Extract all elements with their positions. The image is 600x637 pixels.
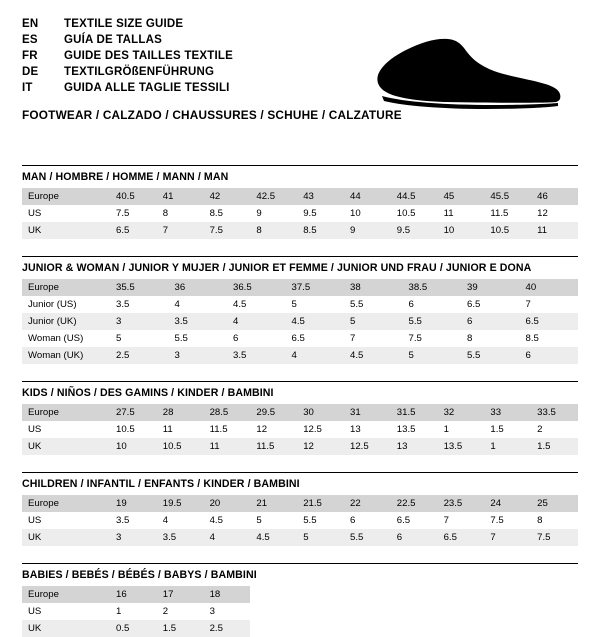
cell: 5 — [256, 515, 262, 526]
cell: 31.5 — [391, 404, 438, 421]
cell: 9 — [256, 208, 262, 219]
cell: 11.5 — [490, 208, 509, 219]
cell: 8.5 — [525, 333, 539, 344]
footwear-subtitle: FOOTWEAR / CALZADO / CHAUSSURES / SCHUHE / CALZATURE — [22, 108, 402, 122]
language-code-en: EN — [22, 18, 39, 30]
cell: 4 — [227, 313, 286, 330]
section-kids — [22, 381, 578, 455]
cell: 7 — [484, 529, 531, 546]
cell: 23.5 — [438, 495, 485, 512]
document-header — [22, 18, 578, 123]
size-table-kids-body — [22, 404, 578, 455]
cell: 43 — [297, 188, 344, 205]
row-label: UK — [22, 222, 110, 239]
cell: 3.5 — [116, 515, 130, 526]
cell: 44 — [344, 188, 391, 205]
table-row — [22, 495, 578, 512]
cell: 31 — [344, 404, 391, 421]
size-table-babies — [22, 586, 578, 637]
language-row — [22, 34, 233, 50]
cell-empty — [484, 586, 531, 603]
cell: 1 — [484, 438, 531, 455]
cell: 3 — [209, 606, 215, 617]
language-code-fr: FR — [22, 50, 38, 62]
cell-empty — [344, 586, 391, 603]
cell: 1.5 — [531, 438, 578, 455]
cell: 4.5 — [209, 515, 223, 526]
table-row — [22, 586, 578, 603]
cell: 6 — [461, 313, 520, 330]
row-label: US — [28, 515, 42, 526]
cell: 13 — [391, 438, 438, 455]
cell-empty — [484, 603, 531, 620]
table-row — [22, 205, 578, 222]
cell: 9.5 — [303, 208, 317, 219]
cell: 10.5 — [157, 438, 204, 455]
cell: 5 — [297, 529, 344, 546]
cell: 12.5 — [303, 424, 322, 435]
cell: 9.5 — [391, 222, 438, 239]
cell: 13.5 — [438, 438, 485, 455]
cell: 2 — [537, 424, 543, 435]
cell: 4 — [162, 515, 169, 526]
cell: 3 — [169, 347, 228, 364]
cell: 8 — [467, 333, 473, 344]
cell-empty — [344, 603, 391, 620]
cell: 11 — [443, 208, 454, 219]
size-table-babies-body — [22, 586, 578, 637]
row-label: Woman (UK) — [22, 347, 110, 364]
language-row — [22, 50, 233, 66]
table-row — [22, 404, 578, 421]
language-row — [22, 66, 233, 82]
table-row — [22, 438, 578, 455]
table-row — [22, 620, 578, 637]
cell: 6.5 — [291, 333, 305, 344]
cell: 4 — [204, 529, 251, 546]
cell-empty — [250, 603, 297, 620]
size-table-children — [22, 495, 578, 546]
cell-empty — [297, 586, 344, 603]
cell: 29.5 — [250, 404, 297, 421]
cell: 24 — [484, 495, 531, 512]
cell-empty — [391, 620, 438, 637]
cell: 17 — [157, 586, 204, 603]
cell: 36 — [169, 279, 228, 296]
row-label: Europe — [22, 586, 110, 603]
row-label: Europe — [22, 279, 110, 296]
cell: 5 — [403, 347, 462, 364]
cell-empty — [344, 620, 391, 637]
cell-empty — [531, 586, 578, 603]
cell: 38.5 — [403, 279, 462, 296]
cell: 7 — [157, 222, 204, 239]
cell-empty — [297, 620, 344, 637]
cell: 6 — [349, 515, 356, 526]
cell: 16 — [110, 586, 157, 603]
cell: 28.5 — [204, 404, 251, 421]
table-row — [22, 512, 578, 529]
language-title-list-body — [22, 18, 233, 98]
cell: 28 — [157, 404, 204, 421]
cell: 11.5 — [250, 438, 297, 455]
section-junior-woman — [22, 256, 578, 364]
cell: 5.5 — [461, 347, 520, 364]
cell: 4 — [174, 299, 180, 310]
cell: 12.5 — [344, 438, 391, 455]
table-row — [22, 421, 578, 438]
language-code-es: ES — [22, 34, 38, 46]
cell-empty — [391, 603, 438, 620]
table-row — [22, 279, 578, 296]
cell: 4.5 — [250, 529, 297, 546]
cell: 8 — [162, 208, 169, 219]
table-row — [22, 188, 578, 205]
cell: 45 — [438, 188, 485, 205]
row-label: US — [28, 208, 42, 219]
cell: 32 — [438, 404, 485, 421]
cell: 40.5 — [110, 188, 157, 205]
size-table-man-body — [22, 188, 578, 239]
cell: 21 — [250, 495, 297, 512]
size-table-kids — [22, 404, 578, 455]
cell: 20 — [204, 495, 251, 512]
cell: 11 — [162, 424, 173, 435]
cell: 33 — [484, 404, 531, 421]
cell: 2.5 — [204, 620, 251, 637]
cell: 12 — [537, 208, 548, 219]
cell: 2 — [162, 606, 169, 617]
cell: 3.5 — [169, 313, 228, 330]
cell: 41 — [157, 188, 204, 205]
cell: 7.5 — [531, 529, 578, 546]
cell: 10 — [349, 208, 361, 219]
cell-empty — [391, 586, 438, 603]
cell: 5 — [291, 299, 297, 310]
cell: 11 — [531, 222, 578, 239]
cell: 8.5 — [297, 222, 344, 239]
cell: 8 — [250, 222, 297, 239]
row-label: Junior (UK) — [22, 313, 110, 330]
size-table-junior-woman — [22, 279, 578, 364]
cell-empty — [250, 586, 297, 603]
cell: 10.5 — [484, 222, 531, 239]
cell-empty — [250, 620, 297, 637]
cell: 45.5 — [484, 188, 531, 205]
row-label: US — [28, 424, 42, 435]
language-row — [22, 82, 233, 98]
cell: 1 — [116, 606, 122, 617]
cell: 7.5 — [116, 208, 130, 219]
cell: 46 — [531, 188, 578, 205]
cell: 22.5 — [391, 495, 438, 512]
language-code-de: DE — [22, 66, 39, 78]
cell-empty — [438, 586, 485, 603]
section-title-babies: BABIES / BEBÉS / BÉBÉS / BABYS / BAMBINI — [22, 569, 257, 581]
cell: 5.5 — [350, 299, 364, 310]
cell: 5 — [344, 313, 403, 330]
cell: 22 — [344, 495, 391, 512]
cell: 7.5 — [408, 333, 422, 344]
cell: 3 — [110, 529, 157, 546]
cell: 21.5 — [297, 495, 344, 512]
size-table-man — [22, 188, 578, 239]
table-row — [22, 313, 578, 330]
cell: 9 — [344, 222, 391, 239]
section-title-kids: KIDS / NIÑOS / DES GAMINS / KINDER / BAMBINI — [22, 387, 274, 399]
cell: 3 — [110, 313, 169, 330]
row-label: US — [28, 606, 42, 617]
cell: 35.5 — [110, 279, 169, 296]
cell: 18 — [204, 586, 251, 603]
cell: 4.5 — [344, 347, 403, 364]
language-title-fr: GUIDE DES TAILLES TEXTILE — [64, 50, 233, 62]
cell: 40 — [520, 279, 579, 296]
cell-empty — [438, 620, 485, 637]
language-title-list — [22, 18, 233, 98]
cell: 1.5 — [490, 424, 504, 435]
section-title-children: CHILDREN / INFANTIL / ENFANTS / KINDER / BAMBINI — [22, 478, 300, 490]
section-children — [22, 472, 578, 546]
cell: 10.5 — [116, 424, 135, 435]
cell: 5.5 — [403, 313, 462, 330]
row-label: Woman (US) — [28, 333, 84, 344]
cell: 10.5 — [396, 208, 416, 219]
language-title-de: TEXTILGRÖßENFÜHRUNG — [64, 66, 215, 78]
table-row — [22, 330, 578, 347]
cell: 5.5 — [303, 515, 317, 526]
cell: 30 — [297, 404, 344, 421]
cell: 3.5 — [116, 299, 130, 310]
section-babies — [22, 563, 578, 637]
cell: 6 — [520, 347, 579, 364]
cell: 13 — [349, 424, 361, 435]
table-row — [22, 347, 578, 364]
cell-empty — [438, 603, 485, 620]
cell: 5.5 — [174, 333, 188, 344]
cell: 6.5 — [438, 529, 485, 546]
row-label: Europe — [22, 188, 110, 205]
cell: 5.5 — [344, 529, 391, 546]
cell: 11 — [204, 438, 251, 455]
cell: 6.5 — [396, 515, 411, 526]
cell: 42 — [204, 188, 251, 205]
cell: 27.5 — [110, 404, 157, 421]
cell: 39 — [461, 279, 520, 296]
cell: 37.5 — [286, 279, 345, 296]
cell: 42.5 — [250, 188, 297, 205]
cell: 8.5 — [209, 208, 223, 219]
table-row — [22, 296, 578, 313]
cell: 10 — [438, 222, 485, 239]
cell: 2.5 — [110, 347, 169, 364]
cell: 7.5 — [490, 515, 504, 526]
cell: 10 — [110, 438, 157, 455]
cell: 8 — [537, 515, 543, 526]
cell: 3.5 — [227, 347, 286, 364]
cell: 1.5 — [157, 620, 204, 637]
section-title-junior-woman: JUNIOR & WOMAN / JUNIOR Y MUJER / JUNIOR ET FEMME / JUNIOR UND FRAU / JUNIOR E DONA — [22, 262, 532, 274]
section-man — [22, 165, 578, 239]
cell: 25 — [531, 495, 578, 512]
cell: 5 — [116, 333, 122, 344]
cell: 7 — [525, 299, 531, 310]
language-title-es: GUÍA DE TALLAS — [64, 34, 162, 46]
row-label: UK — [22, 620, 110, 637]
cell: 36.5 — [227, 279, 286, 296]
row-label: Junior (US) — [28, 299, 77, 310]
cell: 1 — [443, 424, 449, 435]
language-code-it: IT — [22, 82, 33, 94]
cell: 19.5 — [157, 495, 204, 512]
cell: 0.5 — [110, 620, 157, 637]
size-table-junior-woman-body — [22, 279, 578, 364]
cell: 13.5 — [396, 424, 416, 435]
table-row — [22, 529, 578, 546]
language-row — [22, 18, 233, 34]
row-label: UK — [22, 438, 110, 455]
row-label: Europe — [22, 404, 110, 421]
size-table-children-body — [22, 495, 578, 546]
cell: 6.5 — [110, 222, 157, 239]
cell: 4.5 — [286, 313, 345, 330]
cell: 3.5 — [157, 529, 204, 546]
table-row — [22, 222, 578, 239]
cell: 44.5 — [391, 188, 438, 205]
cell-empty — [531, 620, 578, 637]
row-label: Europe — [22, 495, 110, 512]
table-row — [22, 603, 578, 620]
cell: 6.5 — [520, 313, 579, 330]
language-title-it: GUIDA ALLE TAGLIE TESSILI — [64, 82, 230, 94]
cell: 6.5 — [467, 299, 481, 310]
language-title-en: TEXTILE SIZE GUIDE — [64, 18, 184, 30]
cell: 4 — [286, 347, 345, 364]
cell: 7.5 — [204, 222, 251, 239]
cell-empty — [531, 603, 578, 620]
cell: 6 — [233, 333, 239, 344]
row-label: UK — [22, 529, 110, 546]
cell-empty — [484, 620, 531, 637]
section-title-man: MAN / HOMBRE / HOMME / MANN / MAN — [22, 171, 229, 183]
cell: 6 — [408, 299, 414, 310]
cell: 6 — [391, 529, 438, 546]
cell: 33.5 — [531, 404, 578, 421]
dress-shoe-silhouette-icon — [374, 38, 564, 110]
cell: 19 — [110, 495, 157, 512]
cell: 12 — [256, 424, 268, 435]
cell: 7 — [350, 333, 356, 344]
cell: 38 — [344, 279, 403, 296]
cell: 7 — [443, 515, 449, 526]
cell: 4.5 — [233, 299, 247, 310]
cell: 12 — [297, 438, 344, 455]
cell: 11.5 — [209, 424, 228, 435]
cell-empty — [297, 603, 344, 620]
